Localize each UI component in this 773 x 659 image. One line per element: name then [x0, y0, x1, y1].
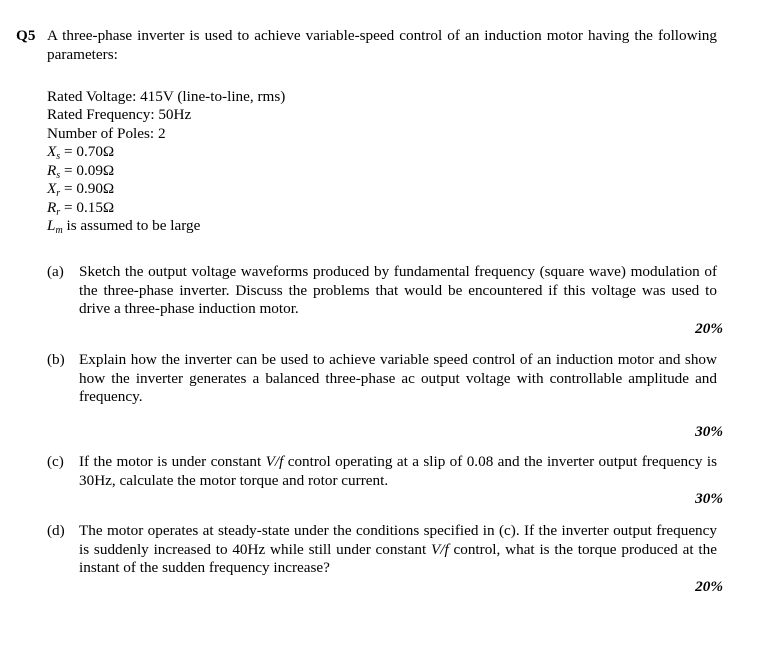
part-c-label: (c)	[47, 453, 64, 470]
param-lm-text: is assumed to be large	[62, 217, 201, 234]
param-rr	[47, 199, 114, 217]
param-lm	[47, 217, 200, 235]
param-xs-value: = 0.70Ω	[60, 143, 115, 160]
param-rated-frequency: Rated Frequency: 50Hz	[47, 106, 192, 123]
param-xr-value: = 0.90Ω	[60, 180, 115, 197]
param-xr-sub: r	[56, 188, 61, 199]
param-xr	[47, 180, 114, 198]
question-intro: A three-phase inverter is used to achieve variable-speed control of an induction motor having the following parameters:	[47, 27, 717, 63]
param-rr-sub: r	[56, 207, 61, 218]
param-rr-value: = 0.15Ω	[60, 199, 115, 216]
param-lm-sub: m	[55, 225, 63, 236]
param-poles: Number of Poles: 2	[47, 125, 166, 142]
part-a-label: (a)	[47, 263, 64, 280]
part-a-text: Sketch the output voltage waveforms produced by fundamental frequency (square wave) modulation of the three-phase inverter. Discuss the problems that would be encountered if this voltage was used to drive a three-phase induction motor.	[79, 263, 717, 317]
part-b-text: Explain how the inverter can be used to achieve variable speed control of an induction motor and show how the inverter generates a balanced three-phase ac output voltage with controllable amplitude and frequency.	[79, 351, 717, 405]
param-rs-sub: s	[56, 170, 61, 181]
question-number: Q5	[16, 27, 36, 44]
part-c-vf: V/f	[265, 453, 284, 470]
part-d-label: (d)	[47, 522, 65, 539]
param-rs	[47, 162, 114, 180]
part-c-marks: 30%	[695, 490, 723, 507]
param-rs-value: = 0.09Ω	[60, 162, 115, 179]
part-d-text	[79, 522, 717, 578]
part-a-marks: 20%	[695, 320, 723, 337]
param-xs-symbol: X	[47, 143, 57, 160]
param-rated-voltage: Rated Voltage: 415V (line-to-line, rms)	[47, 88, 286, 105]
param-xs	[47, 143, 114, 161]
part-b-marks: 30%	[695, 423, 723, 440]
part-c-text-after: control operating at a slip of 0.08 and the inverter output frequency is 30Hz, calculate the motor torque and rotor current.	[79, 453, 717, 489]
param-rr-symbol: R	[47, 199, 57, 216]
part-d-marks: 20%	[695, 578, 723, 595]
param-xr-symbol: X	[47, 180, 57, 197]
param-xs-sub: s	[56, 151, 61, 162]
part-c-text-before: If the motor is under constant	[79, 453, 266, 470]
part-d-text-before: The motor operates at steady-state under the conditions specified in (c). If the inverter output frequency is suddenly increased to 40Hz while still under constant	[79, 522, 717, 558]
param-rs-symbol: R	[47, 162, 57, 179]
part-d-text-after: control, what is the torque produced at the instant of the sudden frequency increase?	[79, 540, 717, 576]
part-c-text	[79, 453, 717, 490]
param-lm-symbol: L	[47, 217, 56, 234]
part-b-label: (b)	[47, 351, 65, 368]
part-d-vf: V/f	[430, 540, 449, 558]
